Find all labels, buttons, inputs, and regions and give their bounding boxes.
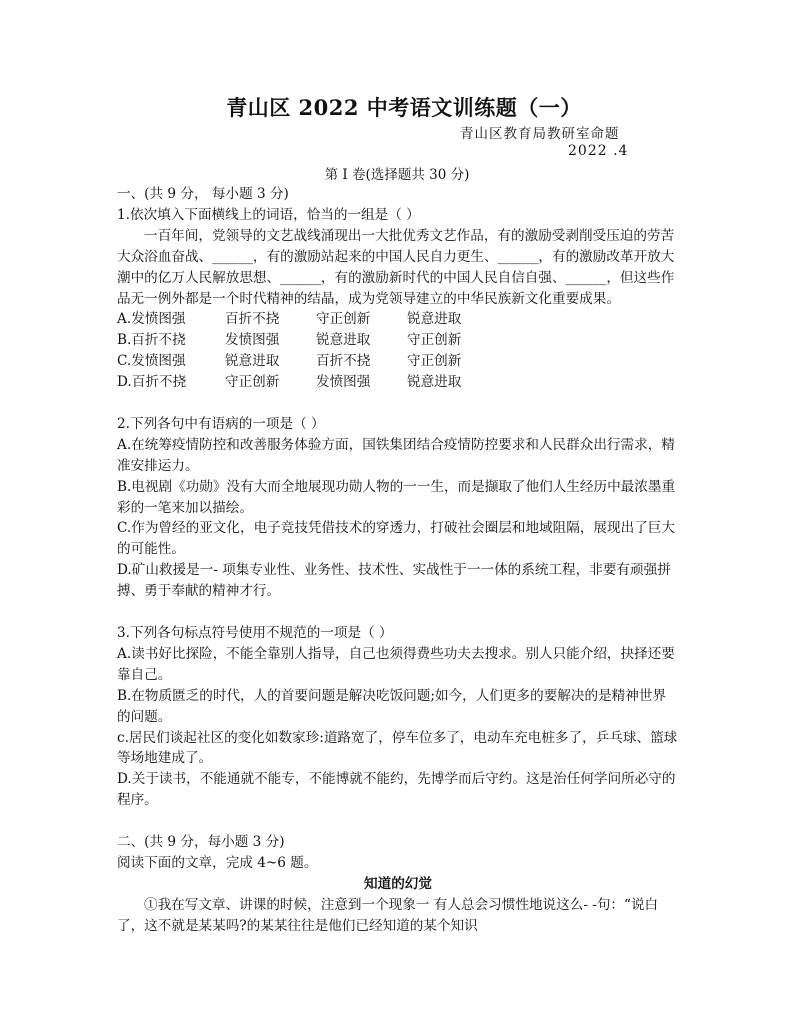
article-title: 知道的幻觉 [364,875,432,892]
q2-option-d: D.矿山救援是一- 项集专业性、业务性、技术性、实战性于一一体的系统工程，非要有顽强拼搏、勇于奉献的精神才行。 [117,562,671,600]
document-body [117,184,679,937]
q1-passage: 一百年间，党领导的文艺战线涌现出一大批优秀文艺作品，有的激励受剥削受压迫的劳苦大众浴血奋战、______，有的激励站起来的中国人民自力更生、______，有的激励改革开放大潮中的亿万人民解放思想、______，有的激励新时代的中国人民自信自强、______，但这些作品无一例外都是一个时代精神的结晶，成为党领导建立的中华民族新文化重要成果。 [117,227,675,307]
section2-instruction: 阅读下面的文章，完成 4~6 题。 [117,854,318,871]
publisher: 青山区教育局教研室命题 [460,126,620,142]
exam-date: 2022 .4 [568,143,629,159]
q1-option-a: A.发愤图强 百折不挠 守正创新 锐意进取 [117,311,462,328]
article-paragraph-1: ①我在写文章、讲课的时候，注意到一个现象一 有人总会习惯性地说这么- -句：“说白了，这不就是某某吗?的某某往往是他们已经知道的某个知识 [117,896,659,934]
q1-option-d: D.百折不挠 守正创新 发愤图强 锐意进取 [117,374,462,391]
q2-option-a: A.在统筹疫情防控和改善服务体验方面，国铁集团结合疫情防控要求和人民群众出行需求，精准安排运力。 [117,436,675,474]
q2-option-c: C.作为曾经的亚文化，电子竞技凭借技术的穿透力，打破社会圈层和地域阻隔，展现出了巨大的可能性。 [117,520,675,558]
q2-stem: 2.下列各句中有语病的一项是（ ） [117,415,325,432]
q3-option-b: B.在物质匮乏的时代，人的首要问题是解决吃饭问题;如今，人们更多的要解决的是精神世界的问题。 [117,687,667,725]
section2-heading: 二、(共 9 分，每小题 3 分) [117,834,285,851]
q3-option-d: D.关于读书，不能通就不能专，不能博就不能约，先博学而后守约。这是治任何学问所必守的程序。 [117,771,676,809]
q3-option-a: A.读书好比探险，不能全靠别人指导，自己也须得费些功夫去搜求。别人只能介绍，抉择还要靠自己。 [117,645,675,683]
section1-heading: 一、(共 9 分， 每小题 3 分) [117,186,289,202]
page-title: 青山区 2022 中考语文训练题（一） [226,95,582,120]
q1-stem: 1.依次填入下面横线上的词语，恰当的一组是（ ） [117,206,420,223]
q2-option-b: B.电视剧《功勋》没有大而全地展现功勋人物的一一生，而是撷取了他们人生经历中最浓墨重彩的一笔来加以描绘。 [117,478,676,516]
q1-option-c: C.发愤图强 锐意进取 百折不挠 守正创新 [117,353,462,370]
q1-option-b: B.百折不挠 发愤图强 锐意进取 守正创新 [117,332,462,349]
volume-heading: 第 I 卷(选择题共 30 分) [324,167,470,183]
q3-stem: 3.下列各句标点符号使用不规范的一项是（ ） [117,625,393,641]
q3-option-c: c.居民们谈起社区的变化如数家珍:道路宽了，停车位多了，电动车充电桩多了，乒乓球、篮球等场地建成了。 [117,729,678,767]
